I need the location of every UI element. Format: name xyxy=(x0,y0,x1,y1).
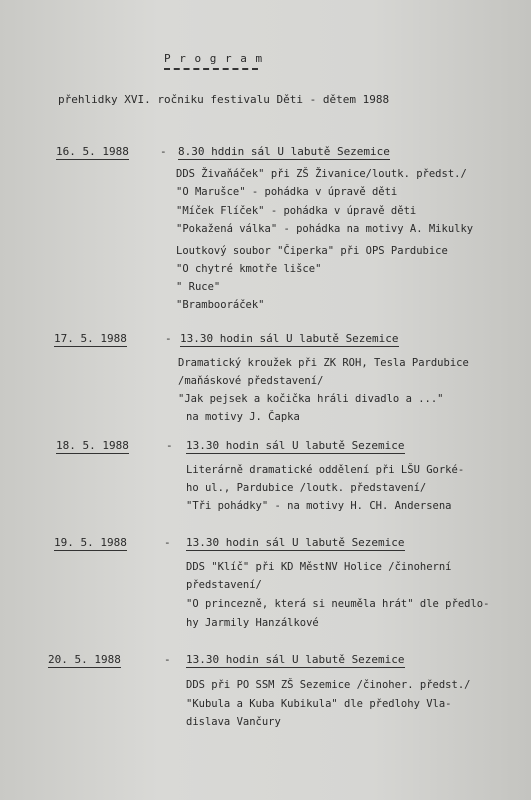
event-date: 16. 5. 1988 xyxy=(56,145,129,158)
event-dash: - xyxy=(166,439,173,452)
event-venue-time: 13.30 hodin sál U labutě Sezemice xyxy=(180,332,399,345)
program-line: "Tři pohádky" - na motivy H. CH. Andersena xyxy=(186,500,452,512)
program-line: představení/ xyxy=(186,579,262,591)
program-line: Loutkový soubor "Čiperka" při OPS Pardubice xyxy=(176,245,448,257)
program-line: "Brambooráček" xyxy=(176,299,265,311)
festival-subtitle: přehlidky XVI. ročniku festivalu Děti - dětem 1988 xyxy=(58,93,390,106)
event-venue-time: 13.30 hodin sál U labutě Sezemice xyxy=(186,536,405,549)
event-dash: - xyxy=(165,332,172,345)
event-dash: - xyxy=(164,536,171,549)
event-date: 17. 5. 1988 xyxy=(54,332,127,345)
program-line: Dramatický kroužek při ZK ROH, Tesla Pardubice xyxy=(178,357,469,369)
event-venue-time: 13.30 hodin sál U labutě Sezemice xyxy=(186,439,405,452)
program-line: "Míček Flíček" - pohádka v úpravě děti xyxy=(176,205,417,217)
program-line: ho ul., Pardubice /loutk. představení/ xyxy=(186,482,427,494)
program-line: "O chytré kmotře lišce" xyxy=(176,263,322,275)
event-date: 19. 5. 1988 xyxy=(54,536,127,549)
program-title: P r o g r a m xyxy=(164,52,264,65)
program-line: "Pokažená válka" - pohádka na motivy A. Mikulky xyxy=(176,223,474,235)
event-dash: - xyxy=(160,145,167,158)
program-line: hy Jarmily Hanzálkové xyxy=(186,617,319,629)
program-line: Literárně dramatické oddělení při LŠU Gorké- xyxy=(186,464,465,476)
program-line: "Jak pejsek a kočička hráli divadlo a ..." xyxy=(178,393,444,405)
title-underline xyxy=(164,68,258,70)
event-date: 20. 5. 1988 xyxy=(48,653,121,666)
program-line: " Ruce" xyxy=(176,281,221,293)
program-line: dislava Vančury xyxy=(186,716,281,728)
program-line: "O Marušce" - pohádka v úpravě děti xyxy=(176,186,398,198)
event-dash: - xyxy=(164,653,171,666)
program-line: /maňáskové představení/ xyxy=(178,375,324,387)
event-venue-time: 8.30 hddin sál U labutě Sezemice xyxy=(178,145,390,158)
event-venue-time: 13.30 hodin sál U labutě Sezemice xyxy=(186,653,405,666)
program-line: na motivy J. Čapka xyxy=(186,411,300,423)
program-line: DDS při PO SSM ZŠ Sezemice /činoher. předst./ xyxy=(186,679,471,691)
program-line: "O princezně, která si neuměla hrát" dle předlo- xyxy=(186,598,490,610)
event-date: 18. 5. 1988 xyxy=(56,439,129,452)
program-line: "Kubula a Kuba Kubikula" dle předlohy Vla- xyxy=(186,698,452,710)
program-line: DDS Živaňáček" při ZŠ Živanice/loutk. předst./ xyxy=(176,168,467,180)
program-line: DDS "Klíč" při KD MěstNV Holice /činoherní xyxy=(186,561,452,573)
